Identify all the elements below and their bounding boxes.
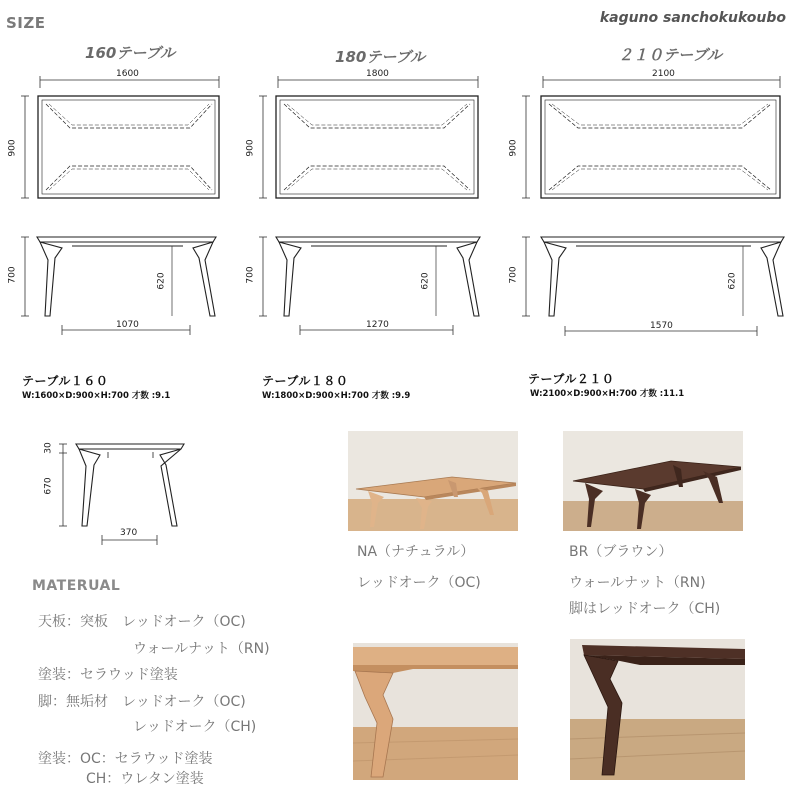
material-line-top-finish: 塗装：セラウッド塗装 bbox=[38, 667, 178, 683]
table-160-inner-height-label: 620 bbox=[156, 272, 167, 290]
table-180-leg-span-label: 1270 bbox=[366, 320, 389, 330]
material-line-leg: 脚：無垢材 レッドオーク（OC) bbox=[38, 694, 246, 710]
table-210-depth-label: 900 bbox=[508, 139, 519, 157]
table-210-leg-span-label: 1570 bbox=[650, 321, 673, 331]
br-leg-label: 脚はレッドオーク（CH) bbox=[569, 601, 721, 617]
na-leg-photo bbox=[353, 643, 518, 780]
material-line-walnut: ウォールナット（RN) bbox=[133, 641, 270, 657]
table-160-spec-name: テーブル１６０ bbox=[22, 374, 109, 388]
side-view-top-label: 30 bbox=[43, 442, 54, 454]
table-160-height-label: 700 bbox=[7, 266, 18, 284]
table-180-height-label: 700 bbox=[245, 266, 256, 284]
material-title: MATERUAL bbox=[32, 578, 121, 594]
table-180-width-label: 1800 bbox=[366, 69, 389, 79]
size-title: SIZE bbox=[6, 14, 46, 32]
table-180-spec-name: テーブル１８０ bbox=[262, 374, 349, 388]
table-160-leg-span-label: 1070 bbox=[116, 320, 139, 330]
table-160-width-label: 1600 bbox=[116, 69, 139, 79]
table-210-title: ２１０テーブル bbox=[618, 46, 722, 64]
table-160-title: 160テーブル bbox=[85, 44, 175, 62]
br-leg-photo bbox=[570, 639, 745, 780]
side-view-height-label: 670 bbox=[43, 477, 54, 495]
na-finish-label: NA（ナチュラル） bbox=[357, 544, 475, 560]
table-180-depth-label: 900 bbox=[245, 139, 256, 157]
side-view-span-label: 370 bbox=[120, 528, 138, 538]
table-210-height-label: 700 bbox=[508, 266, 519, 284]
brand-name: kaguno sanchokukoubo bbox=[599, 10, 786, 26]
table-180-inner-height-label: 620 bbox=[420, 272, 431, 290]
table-210-width-label: 2100 bbox=[652, 69, 675, 79]
na-table-photo bbox=[348, 431, 518, 531]
br-finish-label: BR（ブラウン） bbox=[569, 544, 673, 560]
br-wood-label: ウォールナット（RN) bbox=[569, 575, 706, 591]
table-210-spec-name: テーブル２１０ bbox=[528, 372, 615, 386]
table-210-spec-line: W:2100×D:900×H:700 才数 :11.1 bbox=[530, 389, 685, 399]
material-line-leg-finish-ch: CH：ウレタン塗装 bbox=[86, 771, 204, 787]
br-table-photo bbox=[563, 431, 743, 531]
table-180-spec-line: W:1800×D:900×H:700 才数 :9.9 bbox=[262, 391, 411, 401]
table-180-title: 180テーブル bbox=[335, 48, 425, 66]
table-210-inner-height-label: 620 bbox=[727, 272, 738, 290]
table-160-spec-line: W:1600×D:900×H:700 才数 :9.1 bbox=[22, 391, 171, 401]
material-line-top-veneer: 天板：突板 レッドオーク（OC) bbox=[38, 614, 246, 630]
na-wood-label: レッドオーク（OC) bbox=[357, 575, 481, 591]
material-line-leg-finish-oc: 塗装：OC：セラウッド塗装 bbox=[38, 751, 213, 767]
table-160-depth-label: 900 bbox=[7, 139, 18, 157]
material-line-leg-ch: レッドオーク（CH) bbox=[133, 719, 257, 735]
